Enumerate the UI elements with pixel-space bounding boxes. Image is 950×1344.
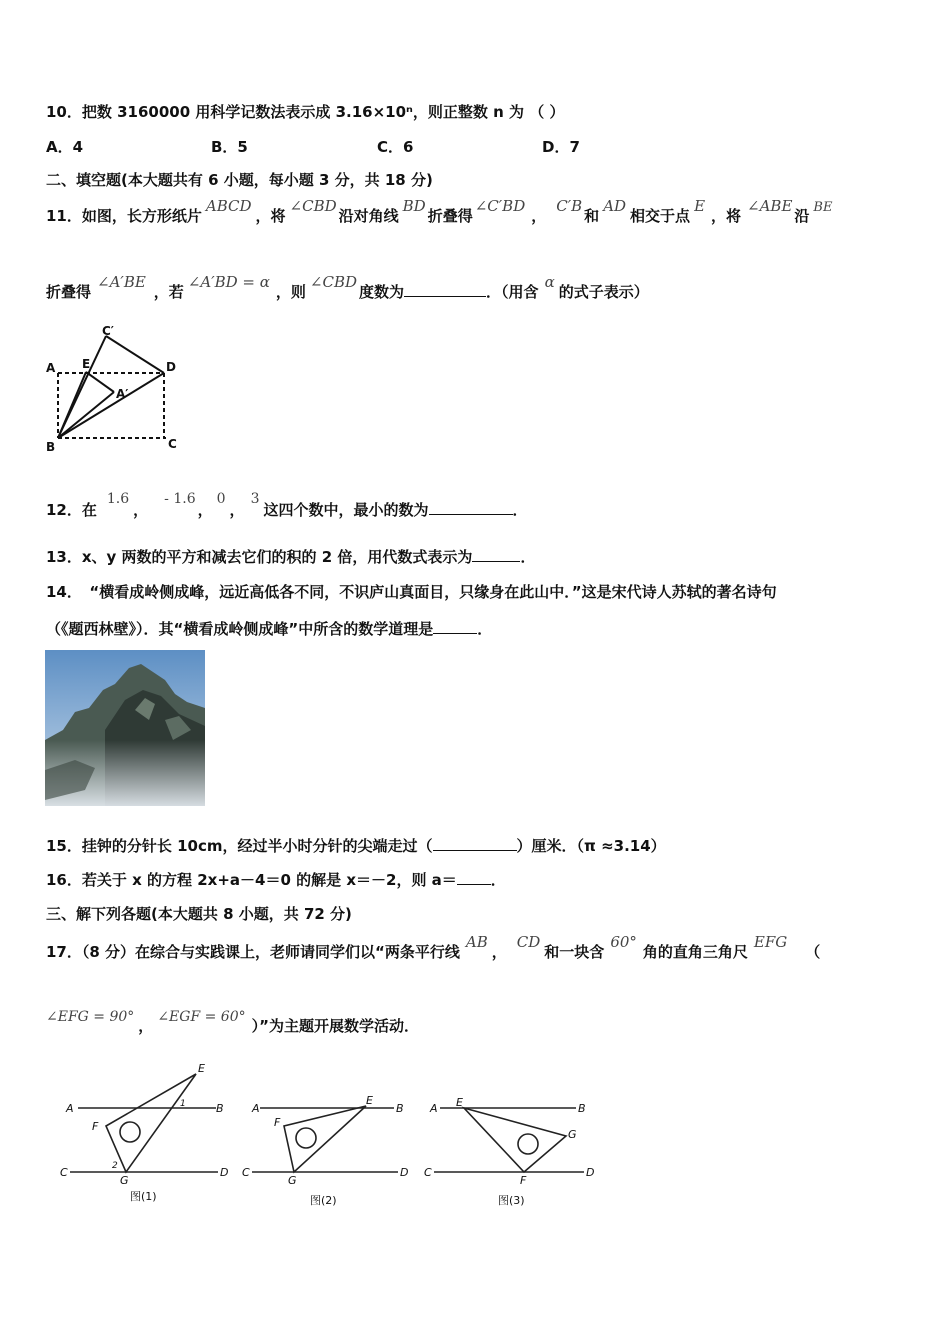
q11-math: α bbox=[544, 273, 555, 291]
fig2-label-c: C bbox=[242, 1166, 250, 1179]
fig1-caption: 图(1) bbox=[130, 1190, 157, 1203]
q17-math: ∠EFG = 90° bbox=[46, 1009, 135, 1025]
fig3-label-g: G bbox=[568, 1128, 577, 1141]
fig3-caption: 图(3) bbox=[498, 1194, 525, 1207]
q17-text: 角的直角三角尺 bbox=[642, 943, 748, 961]
q11-text: 沿对角线 bbox=[338, 207, 399, 225]
fig3-label-f: F bbox=[520, 1174, 527, 1187]
q11-text: 度数为 bbox=[359, 283, 405, 301]
q11-text: 11．如图，长方形纸片 bbox=[46, 207, 202, 225]
q15-text: 15．挂钟的分针长 10cm，经过半小时分针的尖端走过（ bbox=[46, 837, 433, 855]
fig1-label-g: G bbox=[120, 1174, 129, 1187]
fig3-label-e: E bbox=[456, 1096, 463, 1109]
q11-edge-be bbox=[58, 372, 86, 438]
q17-text: （ bbox=[805, 943, 821, 961]
q12-number: 1.6 bbox=[106, 491, 130, 507]
q11-text: ，若 bbox=[153, 283, 184, 301]
q12-answer-blank bbox=[429, 500, 513, 515]
q13-end: ． bbox=[520, 548, 536, 566]
fig2-caption: 图(2) bbox=[310, 1194, 337, 1207]
question-17-line-2 bbox=[46, 1009, 419, 1037]
fig1-triangle-efg bbox=[106, 1074, 196, 1172]
fig1-label-c: C bbox=[60, 1166, 68, 1179]
fig2-label-b: B bbox=[396, 1102, 404, 1115]
q17-math: EFG bbox=[753, 933, 788, 951]
q14-answer-blank bbox=[433, 619, 477, 634]
q12-number: 3 bbox=[250, 491, 260, 507]
q17-math: ∠EGF = 60° bbox=[157, 1009, 246, 1025]
q11-text: 的式子表示） bbox=[558, 283, 649, 301]
fig3-label-c: C bbox=[424, 1166, 432, 1179]
q10-option-b: B．5 bbox=[211, 138, 248, 156]
q11-math: ∠CBD bbox=[309, 273, 358, 291]
fig1-label-d: D bbox=[220, 1166, 229, 1179]
q11-edge-ba1 bbox=[58, 392, 114, 438]
question-14-line-1: 14． “横看成岭侧成峰，远近高低各不同，不识庐山真面目，只缘身在此山中．”这是宋代诗人苏轼的著名诗句 bbox=[46, 583, 777, 601]
q11-math: ∠A′BD = α bbox=[187, 273, 270, 291]
fig2-label-d: D bbox=[400, 1166, 409, 1179]
q11-figure bbox=[44, 326, 194, 458]
q11-math: C′B bbox=[556, 197, 583, 215]
question-17-line-1 bbox=[46, 933, 821, 962]
q11-label-a: A bbox=[46, 361, 56, 375]
q11-label-e: E bbox=[82, 357, 91, 371]
q15-answer-blank bbox=[433, 836, 517, 851]
q12-end: ． bbox=[512, 501, 528, 519]
fig2-label-a: A bbox=[252, 1102, 260, 1115]
fig1-label-angle-1: 1 bbox=[180, 1099, 186, 1109]
question-15 bbox=[46, 836, 666, 856]
q17-text: 和一块含 bbox=[544, 943, 605, 961]
q13-answer-blank bbox=[472, 547, 520, 562]
fig3-label-b: B bbox=[578, 1102, 586, 1115]
fig3-label-a: A bbox=[430, 1102, 438, 1115]
q17-text: 17．（8 分）在综合与实践课上，老师请同学们以“两条平行线 bbox=[46, 943, 460, 961]
q12-text: 这四个数中，最小的数为 bbox=[263, 501, 429, 519]
fig1-label-b: B bbox=[216, 1102, 224, 1115]
section-3-heading: 三、解下列各题(本大题共 8 小题，共 72 分) bbox=[46, 905, 352, 923]
q10-option-d: D．7 bbox=[542, 138, 580, 156]
q11-math: ∠A′BE bbox=[97, 273, 146, 291]
q16-end: ． bbox=[490, 871, 506, 889]
q11-math: BE bbox=[813, 200, 833, 215]
fig1-label-f: F bbox=[92, 1120, 99, 1133]
fig1-label-angle-2: 2 bbox=[112, 1161, 118, 1171]
q10-option-c: C．6 bbox=[377, 138, 414, 156]
question-13 bbox=[46, 547, 535, 567]
q11-text: ．（用含 bbox=[486, 283, 539, 301]
q12-text: 12．在 bbox=[46, 501, 97, 519]
fig3-circle bbox=[518, 1134, 538, 1154]
q12-sep: ， bbox=[197, 501, 213, 519]
q11-math: ∠C′BD bbox=[474, 197, 526, 215]
q14-end: ． bbox=[477, 620, 493, 638]
q17-text: ， bbox=[491, 943, 507, 961]
q11-text: ，将 bbox=[711, 207, 742, 225]
fig2-label-g: G bbox=[288, 1174, 297, 1187]
q11-text: 折叠得 bbox=[46, 283, 92, 301]
question-10: 10．把数 3160000 用科学记数法表示成 3.16×10ⁿ，则正整数 n 为 （ ） bbox=[46, 103, 565, 121]
section-2-heading: 二、填空题(本大题共有 6 小题，每小题 3 分，共 18 分) bbox=[46, 171, 433, 189]
q17-text: ， bbox=[138, 1017, 154, 1035]
q11-math: E bbox=[694, 197, 706, 215]
q16-answer-blank bbox=[457, 870, 491, 885]
q12-number: 0 bbox=[216, 491, 226, 507]
fig2-circle bbox=[296, 1128, 316, 1148]
q11-math: ABCD bbox=[205, 197, 252, 215]
fig2-label-f: F bbox=[274, 1116, 281, 1129]
fig1-circle bbox=[120, 1122, 140, 1142]
q11-math: AD bbox=[603, 197, 627, 215]
question-12 bbox=[46, 491, 528, 521]
q13-text: 13．x、y 两数的平方和减去它们的积的 2 倍，用代数式表示为 bbox=[46, 548, 473, 566]
q11-math: BD bbox=[402, 197, 426, 215]
q17-math: CD bbox=[516, 933, 541, 951]
q11-text: 折叠得 bbox=[427, 207, 473, 225]
q17-text: ）”为主题开展数学活动． bbox=[251, 1017, 419, 1035]
q11-label-a1: A′ bbox=[116, 387, 129, 401]
q11-text: ， bbox=[531, 207, 547, 225]
q11-edge-c1d bbox=[106, 336, 164, 373]
q11-text: ，则 bbox=[275, 283, 306, 301]
q12-sep: ， bbox=[133, 501, 149, 519]
q11-label-b: B bbox=[46, 440, 56, 454]
question-11-line-1 bbox=[46, 197, 833, 228]
q11-math: ∠ABE bbox=[747, 197, 793, 215]
q11-label-c1: C′ bbox=[102, 326, 114, 338]
q10-option-a: A．4 bbox=[46, 138, 84, 156]
q14-text: （《题西林壁》）．其“横看成岭侧成峰”中所含的数学道理是 bbox=[46, 620, 434, 638]
question-11-line-2 bbox=[46, 273, 649, 302]
q12-number: - 1.6 bbox=[164, 491, 196, 507]
q11-label-d: D bbox=[166, 360, 176, 374]
q15-text: ）厘米．（π ≈3.14） bbox=[516, 837, 666, 855]
q17-math: AB bbox=[465, 933, 488, 951]
fig2-label-e: E bbox=[366, 1094, 373, 1107]
q11-text: 和 bbox=[584, 207, 600, 225]
fig1-label-e: E bbox=[198, 1062, 205, 1075]
question-14-line-2 bbox=[46, 619, 492, 639]
q11-answer-blank bbox=[404, 282, 486, 297]
fig1-label-a: A bbox=[66, 1102, 74, 1115]
q11-text: 相交于点 bbox=[630, 207, 691, 225]
q11-edge-ea1 bbox=[86, 372, 114, 392]
q11-label-c: C bbox=[168, 437, 177, 451]
q17-figures bbox=[56, 1060, 616, 1210]
fig3-label-d: D bbox=[586, 1166, 595, 1179]
question-16 bbox=[46, 870, 506, 890]
q11-text: 沿 bbox=[794, 207, 810, 225]
q16-text: 16．若关于 x 的方程 2x+a－4＝0 的解是 x＝－2，则 a＝ bbox=[46, 871, 457, 889]
q11-math: ∠CBD bbox=[289, 197, 337, 215]
fig3-triangle-efg bbox=[464, 1108, 566, 1172]
mountain-photo bbox=[45, 650, 205, 806]
q11-text: ，将 bbox=[255, 207, 286, 225]
q12-sep: ， bbox=[229, 501, 245, 519]
q17-math: 60° bbox=[610, 933, 637, 951]
